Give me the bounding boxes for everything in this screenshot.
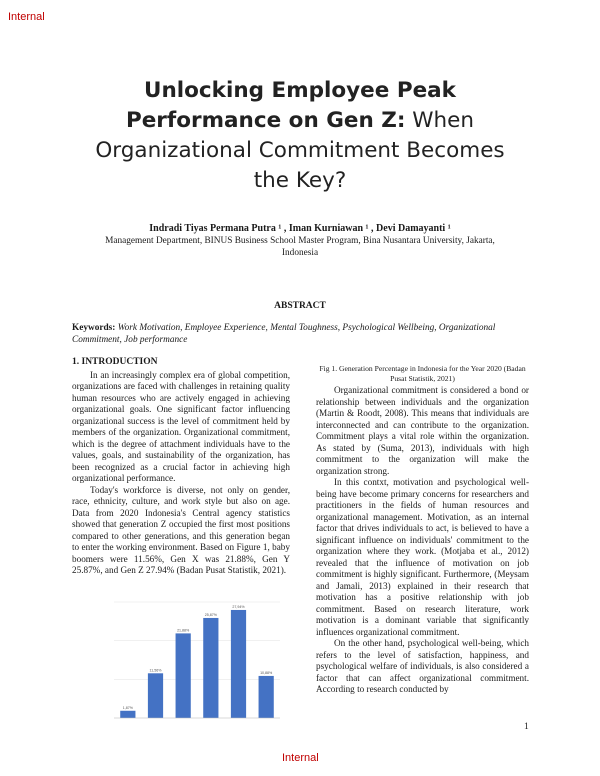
bar-1 xyxy=(148,673,163,718)
body-paragraph-1: Organizational commitment is considered a bond or relationship between individuals and the organization (Martin & Roodt, 2008). This means that individuals are interconnected and can contribute to the organization. Commitment plays a vital role within the organization. As stated by (Suma, 2013), individuals with high commitment to the organization will make the organization strong. xyxy=(316,385,529,476)
bar-3 xyxy=(203,618,218,718)
title-line-2-bold: Performance on Gen Z: xyxy=(125,108,406,133)
keywords xyxy=(72,322,532,347)
bar-value-label-5: 10,88% xyxy=(260,670,273,675)
right-column xyxy=(316,385,529,696)
classification-label-footer: Internal xyxy=(282,752,319,764)
figure-caption: Fig 1. Generation Percentage in Indonesia for the Year 2020 (Badan Pusat Statistik, 2021) xyxy=(319,364,526,383)
title-line-4: the Key? xyxy=(253,168,347,193)
affiliation: Management Department, BINUS Business School Master Program, Bina Nusantara University, Jakarta, Indonesia xyxy=(105,236,495,259)
abstract-heading: ABSTRACT xyxy=(274,301,326,311)
bar-value-label-1: 11,56% xyxy=(149,668,162,673)
title-line-1: Unlocking Employee Peak xyxy=(144,78,456,103)
generation-bar-chart xyxy=(80,596,290,726)
body-paragraph-2: In this contxt, motivation and psychological well-being have become primary concerns for researchers and practitioners in the fields of human resources and organizational management. Motivation, as an internal factor that drives individuals to act, is believed to have a significant influence on individuals' commitment to the organization where they work. (Motjaba et al., 2012) revealed that the influence of motivation on job commitment is highly significant. Furthermore, (Meysam and Jamali, 2013) explained in their research that motivation has a positive relationship with job commitment. Based on research literature, work motivation is a dominant variable that significantly influences organizational commitment. xyxy=(316,477,529,637)
left-column xyxy=(72,357,290,577)
keywords-text: Work Motivation, Employee Experience, Mental Toughness, Psychological Wellbeing, Organizational Commitment, Job performance xyxy=(72,323,496,346)
bar-value-label-2: 21,88% xyxy=(177,628,190,633)
page-number: 1 xyxy=(524,722,529,732)
bar-4 xyxy=(231,610,246,718)
bar-0 xyxy=(120,711,135,718)
bar-5 xyxy=(259,676,274,718)
bar-value-label-4: 27,94% xyxy=(232,604,245,609)
classification-label: Internal xyxy=(8,11,45,23)
section-heading: 1. INTRODUCTION xyxy=(72,357,158,367)
intro-paragraph-2: Today's workforce is diverse, not only on gender, race, ethnicity, culture, and work style but also on age. Data from 2020 Indonesia's Central agency statistics showed that generation Z occupied the first most positions compared to other generations, and this generation began to enter the working environment. Based on Figure 1, baby boomers were 11.56%, Gen X was 21.88%, Gen Y 25.87%, and Gen Z 27.94% (Badan Pusat Statistik, 2021). xyxy=(72,484,290,575)
bar-2 xyxy=(176,633,191,718)
title-line-2-rest: When xyxy=(405,108,475,133)
title-line-3: Organizational Commitment Becomes xyxy=(95,138,505,163)
bar-value-label-0: 1,87% xyxy=(122,705,133,710)
body-paragraph-3: On the other hand, psychological well-being, which refers to the level of satisfaction, happiness, and psychological welfare of individuals, is also considered a factor that can affect organizational commitment. According to research conducted by xyxy=(316,638,529,694)
keywords-label: Keywords: xyxy=(72,323,116,333)
paper-title xyxy=(60,76,540,196)
intro-paragraph-1: In an increasingly complex era of global competition, organizations are faced with challenges in retaining quality human resources who are actively engaged in achieving organizational goals. One significant factor influencing organizational success is the level of commitment held by members of the organization. Organizational commitment, which is the degree of attachment individuals have to the values, goals, and sustainability of the organization, has been recognized as a crucial factor in achieving high organizational performance. xyxy=(72,369,290,483)
author-list: Indradi Tiyas Permana Putra ¹ , Iman Kurniawan ¹ , Devi Damayanti ¹ xyxy=(149,223,451,234)
bar-value-label-3: 25,87% xyxy=(204,612,217,617)
